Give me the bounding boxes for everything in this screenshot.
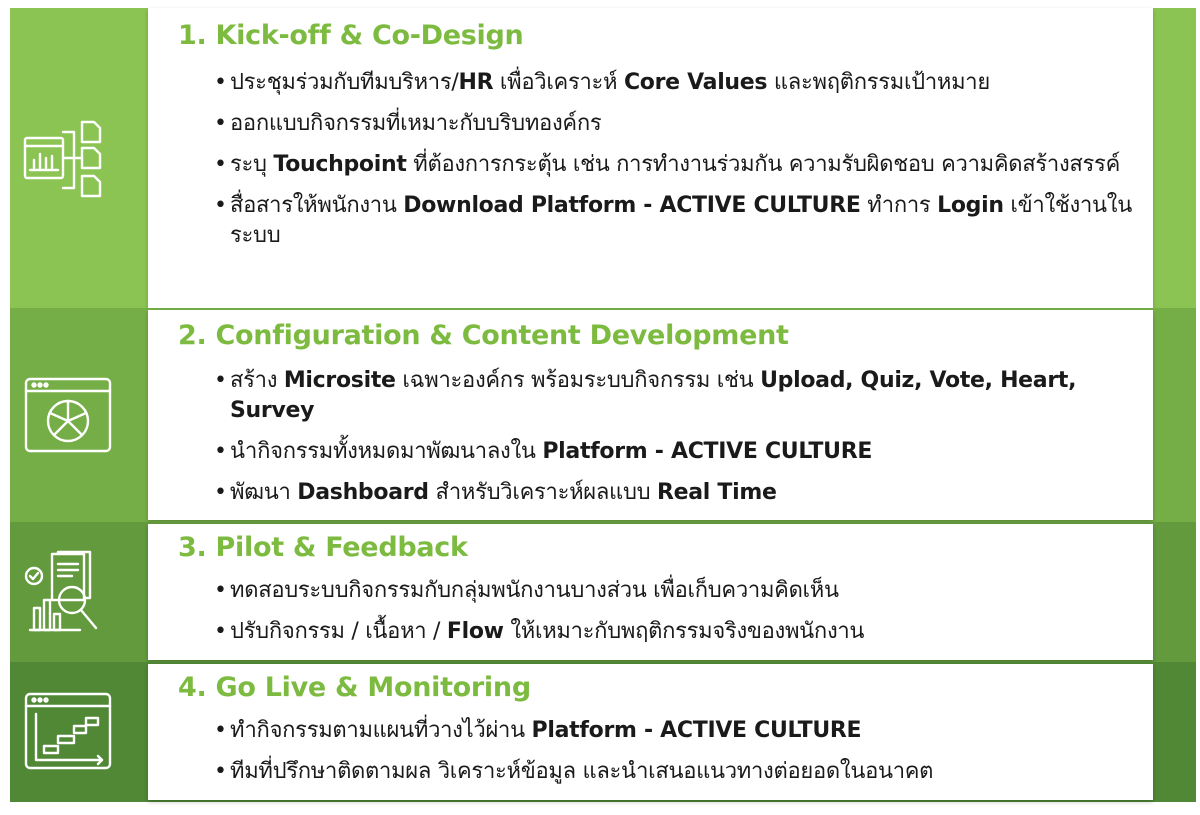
section-3-title: 3. Pilot & Feedback [178,532,468,563]
section-4-title: 4. Go Live & Monitoring [178,672,531,703]
section-3-card [148,524,1153,660]
bullet: • ระบุ Touchpoint ที่ต้องการกระตุ้น เช่น การทำงานร่วมกัน ความรับผิดชอบ ความคิดสร้างสรรค์ [214,150,1144,180]
section-1-bullets [214,68,1144,262]
section-1-title: 1. Kick-off & Co-Design [178,20,524,51]
section-3-bullets [214,576,1144,658]
section-4-bullets [214,716,1144,798]
section-1-card [148,8,1153,308]
bullet: • ออกแบบกิจกรรมที่เหมาะกับบริบทองค์กร [214,109,1144,139]
section-2-title: 2. Configuration & Content Development [178,320,789,351]
bullet: • สร้าง Microsite เฉพาะองค์กร พร้อมระบบกิจกรรม เช่น Upload, Quiz, Vote, Heart, Survey [214,366,1144,426]
bullet: • ประชุมร่วมกับทีมบริหาร/HR เพื่อวิเคราะห์ Core Values และพฤติกรรมเป้าหมาย [214,68,1144,98]
bullet: • ทำกิจกรรมตามแผนที่วางไว้ผ่าน Platform - ACTIVE CULTURE [214,716,1144,746]
bullet: • ทีมที่ปรึกษาติดตามผล วิเคราะห์ข้อมูล และนำเสนอแนวทางต่อยอดในอนาคต [214,757,1144,787]
dashboard-document-icon [22,120,112,200]
section-2-bullets [214,366,1144,519]
browser-pie-chart-icon [22,375,114,455]
report-magnifier-icon [22,550,114,636]
bullet: • ปรับกิจกรรม / เนื้อหา / Flow ให้เหมาะกับพฤติกรรมจริงของพนักงาน [214,617,1144,647]
section-2-card [148,310,1153,520]
browser-gantt-chart-icon [22,690,114,772]
section-4-card [148,664,1153,800]
bullet: • สื่อสารให้พนักงาน Download Platform - ACTIVE CULTURE ทำการ Login เข้าใช้งานในระบบ [214,191,1144,251]
bullet: • พัฒนา Dashboard สำหรับวิเคราะห์ผลแบบ Real Time [214,478,1144,508]
bullet: • นำกิจกรรมทั้งหมดมาพัฒนาลงใน Platform - ACTIVE CULTURE [214,437,1144,467]
bullet: • ทดสอบระบบกิจกรรมกับกลุ่มพนักงานบางส่วน เพื่อเก็บความคิดเห็น [214,576,1144,606]
